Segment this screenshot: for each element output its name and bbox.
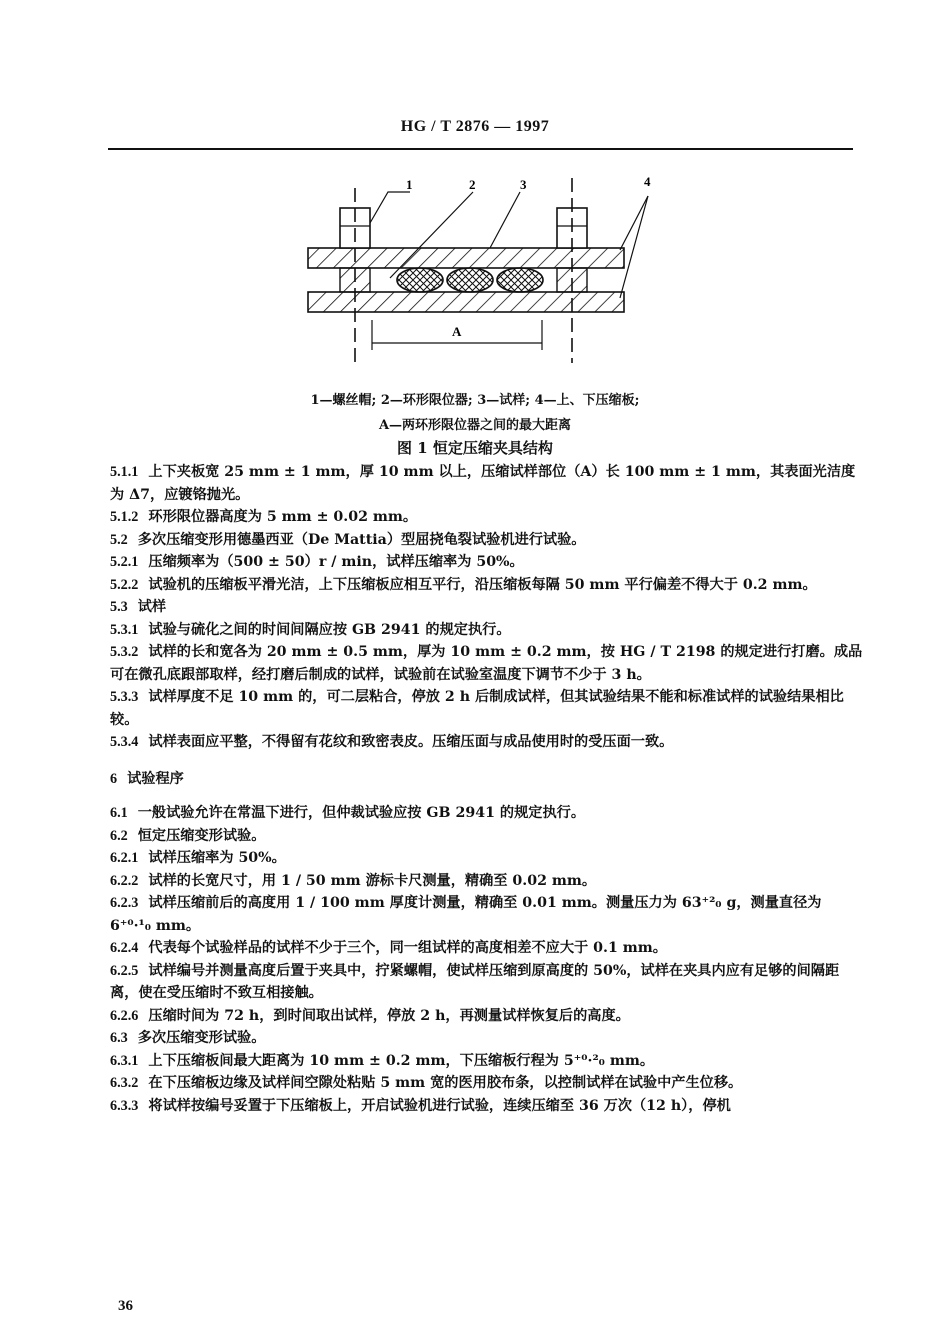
body-text bbox=[110, 461, 865, 1117]
para-6-3-2: 6.3.2 在下压缩板边缘及试样间空隙处粘贴 5 mm 宽的医用胶布条，以控制试样在试验中产生位移。 bbox=[110, 1075, 743, 1091]
page-number: 36 bbox=[118, 1298, 133, 1314]
para-5-3-2: 5.3.2 试样的长和宽各为 20 mm ± 0.5 mm，厚为 10 mm ± 0.2 mm，按 HG / T 2198 的规定进行打磨。成品可在微孔底跟部取样，经打磨后制成的试样，试验前在试验室温度下调节不少于 3 h。 bbox=[110, 644, 863, 683]
para-6-2-3: 6.2.3 试样压缩前后的高度用 1 / 100 mm 厚度计测量，精确至 0.01 mm。测量压力为 63⁺²₀ g，测量直径为 6⁺⁰·¹₀ mm。 bbox=[110, 895, 822, 934]
para-6-1: 6.1 一般试验允许在常温下进行，但仲裁试验应按 GB 2941 的规定执行。 bbox=[110, 805, 586, 821]
para-5-2-2: 5.2.2 试验机的压缩板平滑光洁，上下压缩板应相互平行，沿压缩板每隔 50 mm 平行偏差不得大于 0.2 mm。 bbox=[110, 576, 817, 593]
clamp-structure-figure bbox=[280, 168, 651, 368]
figure-legend-1: 1—螺丝帽; 2—环形限位器; 3—试样; 4—上、下压缩板; bbox=[310, 393, 640, 408]
para-5-1-2: 5.1.2 环形限位器高度为 5 mm ± 0.02 mm。 bbox=[110, 509, 418, 525]
fig-label-1: 1 bbox=[406, 177, 413, 192]
figure-title: 图 1 恒定压缩夹具结构 bbox=[397, 439, 553, 457]
sample-2 bbox=[447, 268, 493, 292]
fig-label-3: 3 bbox=[520, 177, 527, 192]
para-5-1-1: 5.1.1 上下夹板宽 25 mm ± 1 mm，厚 10 mm 以上，压缩试样部位（A）长 100 mm ± 1 mm，其表面光洁度为 Δ7，应镀铬抛光。 bbox=[110, 464, 856, 503]
para-6-2-6: 6.2.6 压缩时间为 72 h，到时间取出试样，停放 2 h，再测量试样恢复后的高度。 bbox=[110, 1007, 630, 1024]
fig-label-2: 2 bbox=[469, 177, 476, 192]
para-6-2-5: 6.2.5 试样编号并测量高度后置于夹具中，拧紧螺帽，使试样压缩到原高度的 50%，试样在夹具内应有足够的间隔距离，使在受压缩时不致互相接触。 bbox=[110, 962, 840, 1001]
figure-legend-2: A—两环形限位器之间的最大距离 bbox=[378, 418, 572, 433]
fig-label-4: 4 bbox=[644, 174, 651, 189]
para-6-3-3: 6.3.3 将试样按编号妥置于下压缩板上，开启试验机进行试验，连续压缩至 36 万次（12 h），停机 bbox=[110, 1097, 731, 1114]
para-5-3: 5.3 试样 bbox=[110, 599, 167, 615]
para-5-2: 5.2 多次压缩变形用德墨西亚（De Mattia）型屈挠龟裂试验机进行试验。 bbox=[110, 531, 586, 548]
standard-header: HG / T 2876 — 1997 bbox=[400, 118, 550, 135]
para-6-3: 6.3 多次压缩变形试验。 bbox=[110, 1030, 266, 1046]
para-6-3-1: 6.3.1 上下压缩板间最大距离为 10 mm ± 0.2 mm，下压缩板行程为 5⁺⁰·²₀ mm。 bbox=[110, 1052, 655, 1069]
para-6-2: 6.2 恒定压缩变形试验。 bbox=[110, 827, 266, 844]
section-6-heading: 6 试验程序 bbox=[110, 770, 184, 787]
dim-label-a: A bbox=[452, 324, 462, 339]
para-5-2-1: 5.2.1 压缩频率为（500 ± 50）r / min，试样压缩率为 50%。 bbox=[110, 554, 524, 570]
para-5-3-3: 5.3.3 试样厚度不足 10 mm 的，可二层粘合，停放 2 h 后制成试样，但其试验结果不能和标准试样的试验结果相比较。 bbox=[110, 689, 844, 728]
para-6-2-1: 6.2.1 试样压缩率为 50%。 bbox=[110, 850, 286, 866]
para-6-2-4: 6.2.4 代表每个试验样品的试样不少于三个，同一组试样的高度相差不应大于 0.1 mm。 bbox=[110, 940, 667, 956]
para-6-2-2: 6.2.2 试样的长宽尺寸，用 1 / 50 mm 游标卡尺测量，精确至 0.02 mm。 bbox=[110, 872, 597, 889]
sample-3 bbox=[497, 268, 543, 292]
header-rule bbox=[108, 148, 853, 150]
sample-1 bbox=[397, 268, 443, 292]
para-5-3-4: 5.3.4 试样表面应平整，不得留有花纹和致密表皮。压缩压面与成品使用时的受压面一致。 bbox=[110, 734, 674, 750]
para-5-3-1: 5.3.1 试验与硫化之间的时间间隔应按 GB 2941 的规定执行。 bbox=[110, 621, 511, 638]
